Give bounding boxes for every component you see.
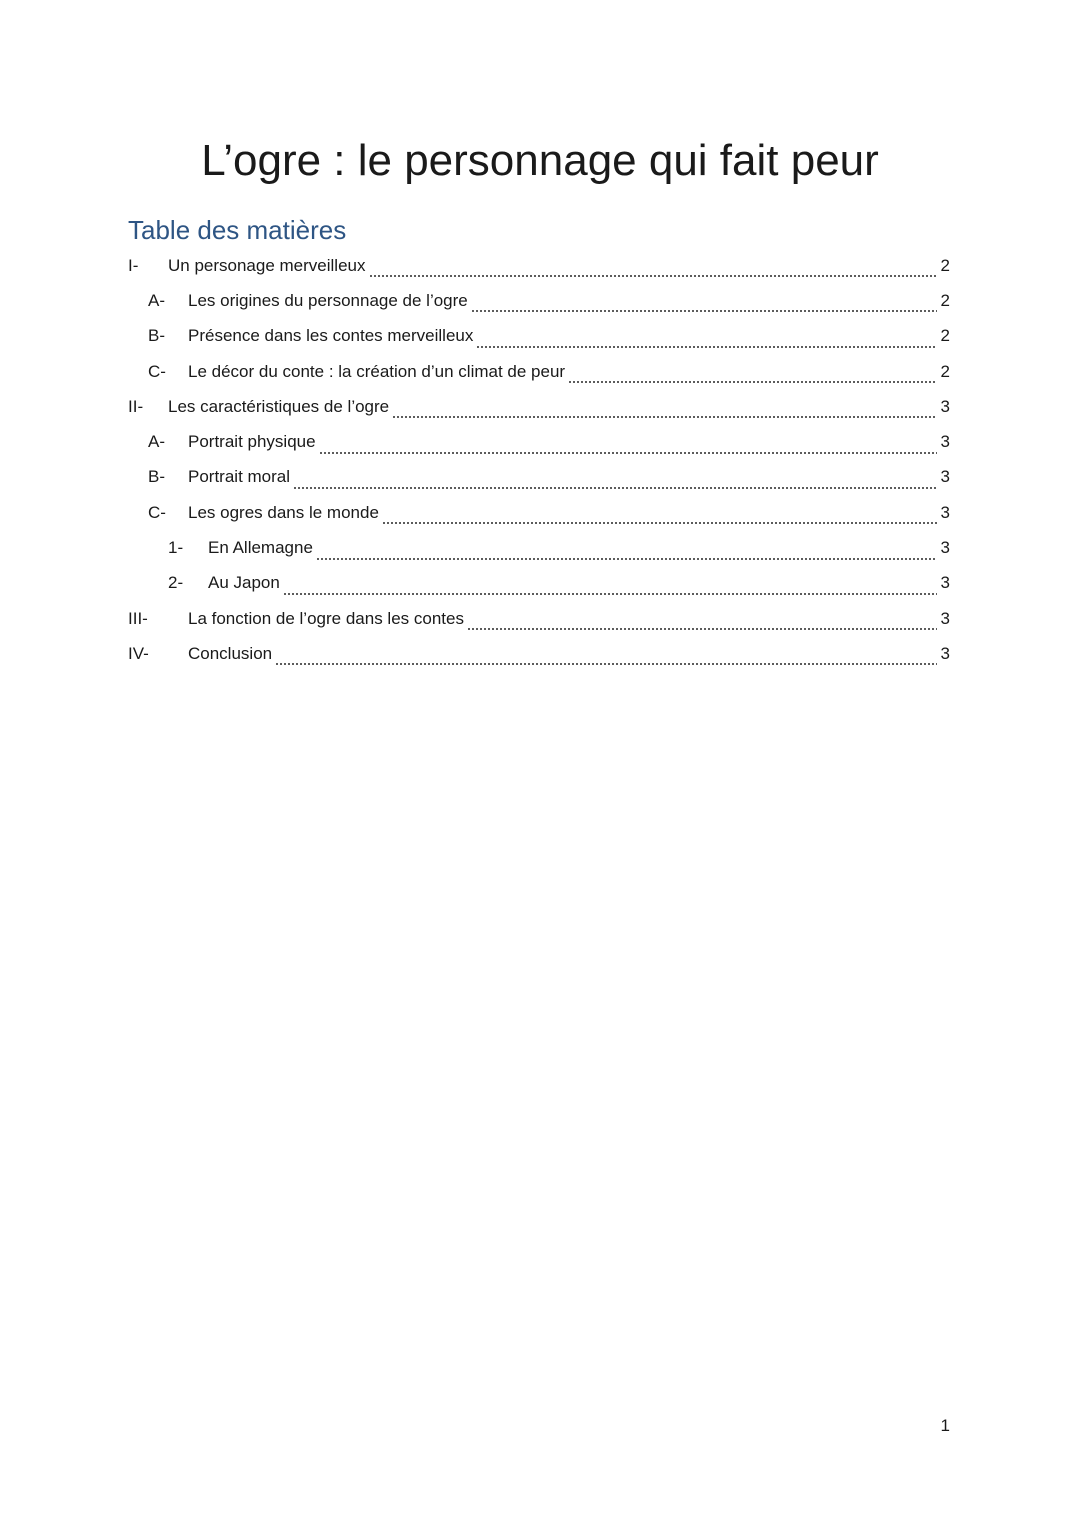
toc-entry-3[interactable]: [128, 601, 950, 636]
toc-dot-leader: [467, 614, 937, 631]
toc-dot-leader: [283, 579, 937, 596]
toc-entry-number: 2-: [168, 573, 184, 593]
toc-entry-number: III-: [128, 608, 148, 628]
toc-dot-leader: [293, 473, 937, 490]
toc-entry-page: 3: [940, 573, 950, 593]
toc-dot-leader: [471, 296, 937, 313]
toc-entry-number: 1-: [168, 538, 184, 558]
toc-entry-page: 3: [940, 643, 950, 663]
toc-entry-text: Les origines du personnage de l’ogre: [188, 290, 468, 310]
toc-entry-1c[interactable]: [128, 354, 950, 389]
toc-dot-leader: [369, 261, 937, 278]
toc-entry-1[interactable]: [128, 248, 950, 283]
toc-entry-page: 3: [940, 502, 950, 522]
toc-entry-2c[interactable]: [128, 495, 950, 530]
toc-heading: Table des matières: [128, 215, 347, 245]
toc-dot-leader: [382, 508, 937, 525]
toc-entry-1a[interactable]: [128, 283, 950, 318]
page-number: 1: [940, 1416, 950, 1435]
toc-entry-2b[interactable]: [128, 460, 950, 495]
toc-dot-leader: [275, 649, 936, 666]
toc-entry-number: IV-: [128, 643, 149, 663]
toc-entry-page: 3: [940, 467, 950, 487]
toc-entry-2a[interactable]: [128, 424, 950, 459]
toc-entry-number: B-: [148, 467, 165, 487]
toc-entry-2c1[interactable]: [128, 530, 950, 565]
toc-entry-2[interactable]: [128, 389, 950, 424]
toc-entry-number: I-: [128, 255, 139, 275]
toc-entry-text: Au Japon: [208, 573, 280, 593]
document-title: L’ogre : le personnage qui fait peur: [201, 136, 879, 185]
toc-entry-number: II-: [128, 396, 144, 416]
toc-dot-leader: [392, 402, 936, 419]
toc-entry-number: A-: [148, 290, 165, 310]
toc-entry-page: 3: [940, 396, 950, 416]
toc-entry-number: A-: [148, 432, 165, 452]
toc-entry-text: Portrait moral: [188, 467, 291, 487]
toc-entry-text: Le décor du conte : la création d’un climat de peur: [188, 361, 566, 381]
toc-entry-1b[interactable]: [128, 319, 950, 354]
toc-entry-page: 3: [940, 608, 950, 628]
toc-entry-text: Les caractéristiques de l’ogre: [168, 396, 390, 416]
toc-entry-number: B-: [148, 326, 165, 346]
toc-entry-number: C-: [148, 502, 166, 522]
toc-entry-page: 3: [940, 538, 950, 558]
toc-entry-number: C-: [148, 361, 166, 381]
toc-entry-text: Un personage merveilleux: [168, 255, 366, 275]
toc-dot-leader: [476, 332, 936, 349]
toc-entry-page: 2: [940, 361, 950, 381]
toc-dot-leader: [568, 367, 936, 384]
toc-entry-4[interactable]: [128, 636, 950, 671]
toc-entry-2c2[interactable]: [128, 566, 950, 601]
table-of-contents: [128, 248, 950, 672]
toc-entry-page: 2: [940, 290, 950, 310]
toc-entry-text: Conclusion: [188, 643, 273, 663]
toc-entry-page: 2: [940, 255, 950, 275]
toc-entry-text: En Allemagne: [208, 538, 313, 558]
toc-entry-text: La fonction de l’ogre dans les contes: [188, 608, 464, 628]
toc-dot-leader: [319, 438, 937, 455]
toc-entry-text: Portrait physique: [188, 432, 316, 452]
toc-entry-page: 2: [940, 326, 950, 346]
toc-entry-text: Les ogres dans le monde: [188, 502, 379, 522]
toc-entry-text: Présence dans les contes merveilleux: [188, 326, 474, 346]
toc-dot-leader: [316, 544, 937, 561]
toc-entry-page: 3: [940, 432, 950, 452]
